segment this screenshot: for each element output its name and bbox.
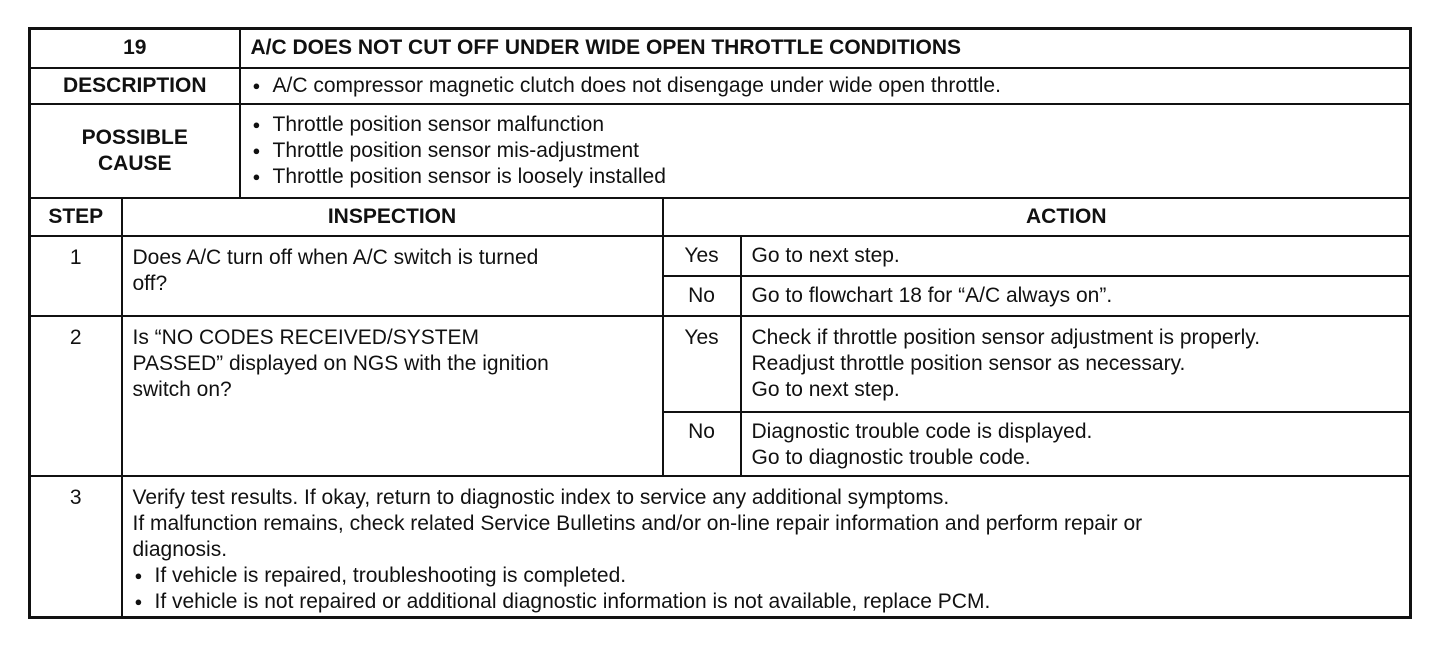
cause-item: ● Throttle position sensor mis-adjustment [251,138,1400,164]
action-line: Diagnostic trouble code is displayed. [751,419,1093,443]
description-content [240,68,1411,104]
step-3-line: diagnosis. [132,537,228,561]
description-label: DESCRIPTION [30,68,240,104]
step-3-bullet: ● If vehicle is not repaired or additional diagnostic information is not available, replace PCM. [133,589,1400,615]
inspection-column-header: INSPECTION [122,198,663,236]
inspection-line: PASSED” displayed on NGS with the ignition [132,351,549,375]
no-label: No [663,412,741,476]
action-line: Go to next step. [751,243,900,267]
flowchart-number: 19 [30,29,240,68]
cause-item: ● Throttle position sensor malfunction [251,112,1400,138]
possible-cause-label-line1: POSSIBLE [81,125,188,149]
step-column-header: STEP [30,198,122,236]
header-row [30,29,1411,68]
yes-label: Yes [663,236,741,276]
inspection-line: Is “NO CODES RECEIVED/SYSTEM [132,325,480,349]
description-row [30,68,1411,104]
step-number: 3 [30,476,122,618]
step-3-line: If malfunction remains, check related Service Bulletins and/or on-line repair information and perform repair or [132,511,1143,535]
inspection-line: off? [132,271,168,295]
step-inspection [122,316,663,476]
action-line: Readjust throttle position sensor as necessary. [751,351,1186,375]
yes-action [741,316,1411,412]
inspection-line: switch on? [132,377,232,401]
action-line: Go to flowchart 18 for “A/C always on”. [751,283,1113,307]
no-action [741,412,1411,476]
description-item: ● A/C compressor magnetic clutch does not disengage under wide open throttle. [251,73,1400,99]
step-3-line: Verify test results. If okay, return to diagnostic index to service any additional symptoms. [132,485,950,509]
flowchart-title: A/C DOES NOT CUT OFF UNDER WIDE OPEN THROTTLE CONDITIONS [240,29,1411,68]
cause-item: ● Throttle position sensor is loosely installed [251,164,1400,190]
yes-action [741,236,1411,276]
inspection-line: Does A/C turn off when A/C switch is turned [132,245,539,269]
diagnostic-table [28,27,1412,619]
step-1-yes-row [30,236,1411,276]
possible-cause-content [240,104,1411,198]
possible-cause-row [30,104,1411,198]
yes-label: Yes [663,316,741,412]
step-number: 2 [30,316,122,476]
step-3-bullet: ● If vehicle is repaired, troubleshooting is completed. [133,563,1400,589]
step-2-yes-row [30,316,1411,412]
step-inspection [122,236,663,316]
step-3-row [30,476,1411,618]
possible-cause-label-line2: CAUSE [98,151,172,175]
step-3-content [122,476,1411,618]
possible-cause-label [30,104,240,198]
no-label: No [663,276,741,316]
step-number: 1 [30,236,122,316]
action-line: Go to next step. [751,377,900,401]
action-line: Go to diagnostic trouble code. [751,445,1031,469]
action-column-header: ACTION [663,198,1411,236]
no-action [741,276,1411,316]
column-header-row [30,198,1411,236]
action-line: Check if throttle position sensor adjustment is properly. [751,325,1261,349]
